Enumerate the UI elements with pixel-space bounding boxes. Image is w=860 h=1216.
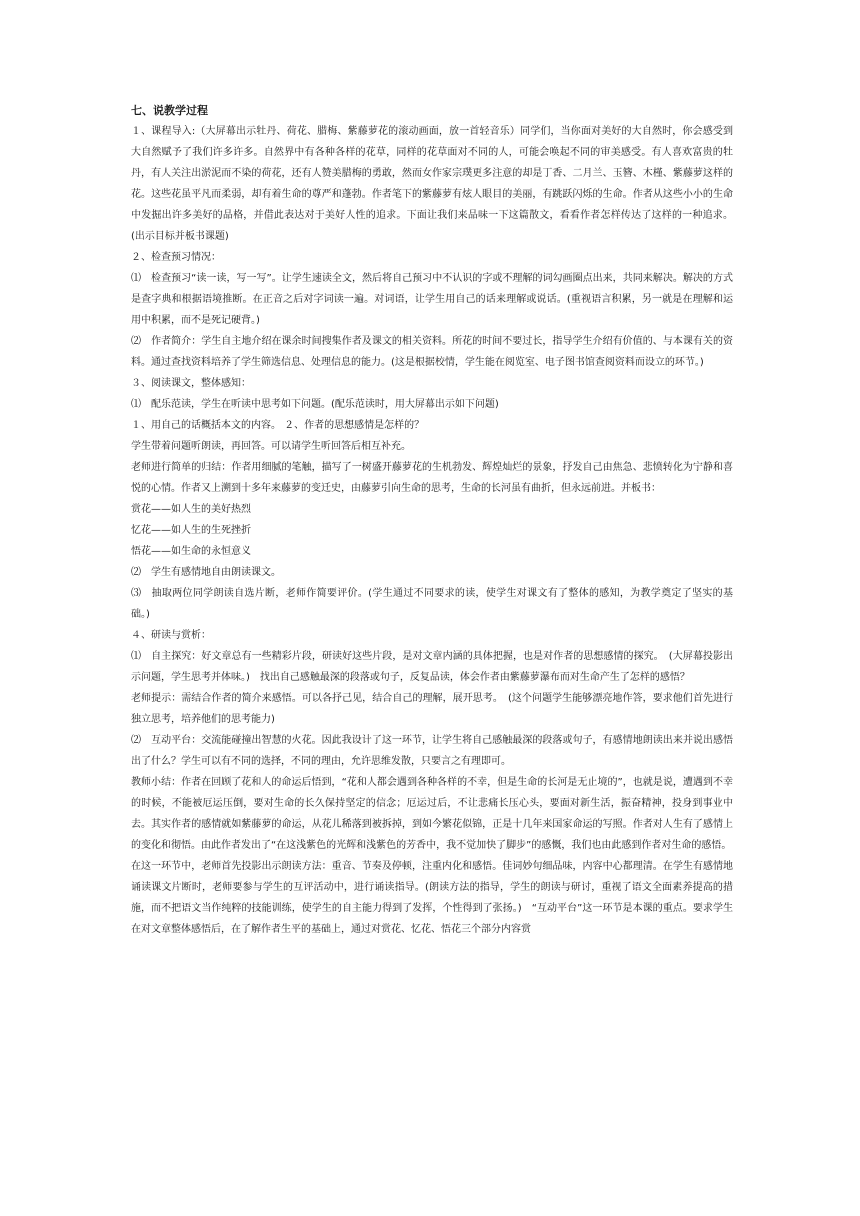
paragraph: ４、研读与赏析： xyxy=(131,630,211,641)
paragraph: ⑴ 自主探究：好文章总有一些精彩片段，研读好这些片段，是对文章内涵的具体把握，也是对作者的思想感情的探究。 (大屏幕投影出示问题，学生思考并体味。) 找出自己感触最深的段落或句子，反复品读，体会作者由紫藤萝瀑布而对生命产生了怎样的感悟？ xyxy=(131,651,733,683)
paragraph: 赏花——如人生的美好热烈 xyxy=(131,504,251,515)
paragraph: 教师小结：作者在回顾了花和人的命运后悟到，“花和人都会遇到各种各样的不幸，但是生命的长河是无止境的”，也就是说，遭遇到不幸的时候，不能被厄运压倒，要对生命的长久保持坚定的信念；厄运过后，不让悲痛长压心头，要面对新生活，振奋精神，投身到事业中去。其实作者的感情就如紫藤萝的命运，从花儿稀落到被拆掉，到如今繁花似锦，正是十几年来国家命运的写照。作者对人生有了感情上的变化和彻悟。由此作者发出了“在这浅紫色的光辉和浅紫色的芳香中，我不觉加快了脚步”的感慨，我们也由此感到作者对生命的感悟。 xyxy=(131,777,733,851)
document-page xyxy=(131,100,733,940)
paragraph: ⑶ 抽取两位同学朗读自选片断，老师作简要评价。(学生通过不同要求的读，使学生对课文有了整体的感知，为教学奠定了坚实的基础。) xyxy=(131,588,733,620)
paragraph: ⑴ 配乐范读，学生在听读中思考如下问题。(配乐范读时，用大屏幕出示如下问题) xyxy=(131,399,499,410)
paragraph: 老师提示：需结合作者的简介来感悟。可以各抒己见，结合自己的理解，展开思考。 (这个问题学生能够漂亮地作答，要求他们首先进行独立思考，培养他们的思考能力) xyxy=(131,693,733,725)
paragraph: 悟花——如生命的永恒意义 xyxy=(131,546,251,557)
document-body xyxy=(131,121,733,940)
paragraph: ⑵ 互动平台：交流能碰撞出智慧的火花。因此我设计了这一环节，让学生将自己感触最深的段落或句子，有感情地朗读出来并说出感悟出了什么？学生可以有不同的选择，不同的理由，允许思维发散，只要言之有理即可。 xyxy=(131,735,733,767)
paragraph: １、用自己的话概括本文的内容。 ２、作者的思想感情是怎样的？ xyxy=(131,420,425,431)
paragraph: ⑵ 学生有感情地自由朗读课文。 xyxy=(131,567,281,578)
paragraph: 老师进行简单的归结：作者用细腻的笔触，描写了一树盛开藤萝花的生机勃发、辉煌灿烂的景象，抒发自己由焦急、悲愤转化为宁静和喜悦的心情。作者又上溯到十多年来藤萝的变迁史，由藤萝引向生命的思考，生命的长河虽有曲折，但永远前进。并板书： xyxy=(131,462,733,494)
paragraph: １、课程导入:（大屏幕出示牡丹、荷花、腊梅、紫藤萝花的滚动画面，放一首轻音乐）同学们，当你面对美好的大自然时，你会感受到大自然赋予了我们许多许多。自然界中有各种各样的花草，同样的花草面对不同的人，可能会唤起不同的审美感受。有人喜欢富贵的牡丹，有人关注出淤泥而不染的荷花，还有人赞美腊梅的勇敢，然而女作家宗璞更多注意的却是丁香、二月兰、玉簪、木槿、紫藤萝这样的花。这些花虽平凡而柔弱，却有着生命的尊严和蓬勃。作者笔下的紫藤萝有炫人眼目的美丽，有跳跃闪烁的生命。作者从这些小小的生命中发掘出许多美好的品格，并借此表达对于美好人性的追求。下面让我们来品味一下这篇散文，看看作者怎样传达了这样的一种追求。(出示目标并板书课题) xyxy=(131,126,733,242)
paragraph: ⑵ 作者简介：学生自主地介绍在课余时间搜集作者及课文的相关资料。所花的时间不要过长，指导学生介绍有价值的、与本课有关的资料。通过查找资料培养了学生筛选信息、处理信息的能力。(这是根据校情，学生能在阅览室、电子图书馆查阅资料而设立的环节。) xyxy=(131,336,733,368)
paragraph: ３、阅读课文，整体感知： xyxy=(131,378,251,389)
paragraph: 学生带着问题听朗读，再回答。可以请学生听回答后相互补充。 xyxy=(131,441,411,452)
paragraph: ⑴ 检查预习“读一读，写一写”。让学生速读全文，然后将自己预习中不认识的字或不理解的词勾画圈点出来，共同来解决。解决的方式是查字典和根据语境推断。在正音之后对字词读一遍。对词语，让学生用自己的话来理解或说话。(重视语言积累，另一就是在理解和运用中积累，而不是死记硬背。) xyxy=(131,273,733,326)
paragraph: 在这一环节中，老师首先投影出示朗读方法：重音、节奏及停顿，注重内化和感悟。佳词妙句细品味，内容中心都理清。在学生有感情地诵读课文片断时，老师要参与学生的互评活动中，进行诵读指导。(朗读方法的指导，学生的朗读与研讨，重视了语文全面素养提高的措施，而不把语文当作纯粹的技能训练，使学生的自主能力得到了发挥，个性得到了张扬。) “互动平台”这一环节是本课的重点。要求学生在对文章整体感悟后，在了解作者生平的基础上，通过对赏花、忆花、悟花三个部分内容赏 xyxy=(131,861,733,935)
paragraph: ２、检查预习情况： xyxy=(131,252,221,263)
paragraph: 忆花——如人生的生死挫折 xyxy=(131,525,251,536)
section-heading: 七、说教学过程 xyxy=(131,104,208,117)
